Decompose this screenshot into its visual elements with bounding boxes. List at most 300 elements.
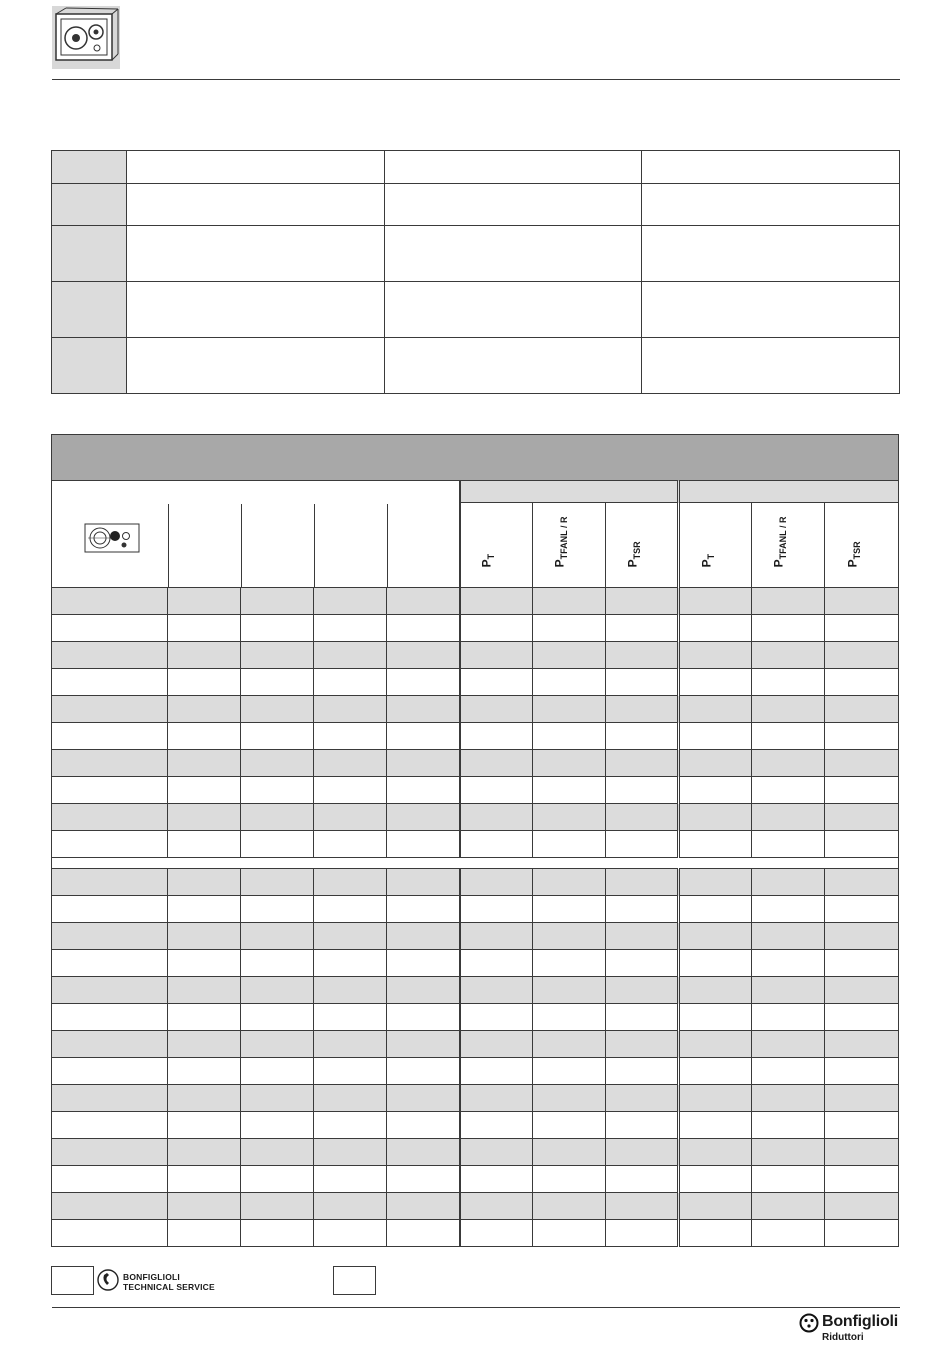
table-cell [752,750,825,777]
table-cell [314,615,387,642]
table-cell [314,642,387,669]
table-cell [387,723,460,750]
table-cell [533,777,606,804]
table-cell [606,615,679,642]
table-cell [606,1058,679,1085]
footer-rule [52,1307,900,1308]
table-cell [606,642,679,669]
table-cell [168,804,241,831]
table-cell [168,1085,241,1112]
table-cell [241,977,314,1004]
table-cell [314,831,387,858]
table-row [52,723,899,750]
table-row [52,896,899,923]
table-cell [825,804,899,831]
table-cell [241,950,314,977]
table-cell [752,923,825,950]
table-cell [168,1004,241,1031]
table-cell [387,1166,460,1193]
table-cell [533,804,606,831]
table-cell [387,896,460,923]
table-cell [168,977,241,1004]
table-cell [168,669,241,696]
table-cell [168,1139,241,1166]
table-cell [606,1139,679,1166]
table-cell [679,950,752,977]
table-cell [825,723,899,750]
table-cell [52,696,168,723]
table-cell [533,831,606,858]
table-cell [314,1058,387,1085]
table-cell [52,1220,168,1247]
table-cell [460,1220,533,1247]
table-cell [387,642,460,669]
table-title-bar [52,435,899,481]
table-row [52,1166,899,1193]
table-cell [752,977,825,1004]
table-cell [825,1139,899,1166]
table-cell [606,669,679,696]
table-cell [825,869,899,896]
table-row [52,923,899,950]
group-header-1 [460,481,679,503]
header-rule [52,79,900,80]
table-cell [460,1193,533,1220]
table-cell [533,588,606,615]
table-cell [825,923,899,950]
table-cell [241,588,314,615]
table-cell [241,1166,314,1193]
table-cell [241,777,314,804]
table-cell [314,1139,387,1166]
table-cell [387,777,460,804]
table-cell [387,1004,460,1031]
table-cell [52,588,168,615]
table-cell [460,869,533,896]
table-cell [52,804,168,831]
table-cell [752,1166,825,1193]
table-cell [314,669,387,696]
table-cell [752,1085,825,1112]
table-cell [679,831,752,858]
table-cell [52,831,168,858]
table-cell [314,1004,387,1031]
table-cell [533,723,606,750]
table-cell [679,1193,752,1220]
table-cell [460,804,533,831]
table-cell [606,804,679,831]
table-cell [168,1031,241,1058]
table-cell [825,831,899,858]
table-cell [52,723,168,750]
table-cell [825,1031,899,1058]
table-cell [241,1058,314,1085]
table-cell [52,1058,168,1085]
table-cell [241,1112,314,1139]
table-cell [314,1085,387,1112]
table-cell [387,869,460,896]
table-cell [241,1193,314,1220]
table-cell [241,696,314,723]
table-row [52,1004,899,1031]
table-cell [752,669,825,696]
table-cell [168,1220,241,1247]
table-cell [606,588,679,615]
phone-icon [97,1269,119,1291]
table-cell [460,642,533,669]
table-cell [168,1166,241,1193]
table-cell [168,831,241,858]
table-cell [241,750,314,777]
table-cell [460,777,533,804]
table-cell [387,804,460,831]
table-cell [460,588,533,615]
table-cell [387,1031,460,1058]
table-row [52,804,899,831]
table-cell [387,831,460,858]
table-cell [314,750,387,777]
table-cell [314,1031,387,1058]
table-cell [533,750,606,777]
table-row [52,1058,899,1085]
table-cell [825,588,899,615]
table-cell [679,1112,752,1139]
table-row [52,977,899,1004]
table-cell [168,869,241,896]
table-cell [387,1220,460,1247]
table-cell [752,723,825,750]
table-cell [679,615,752,642]
table-cell [679,1220,752,1247]
table-cell [825,669,899,696]
table-cell [241,869,314,896]
table-cell [533,1166,606,1193]
table-cell [679,869,752,896]
table-cell [825,1004,899,1031]
table-cell [168,642,241,669]
table-cell [52,1085,168,1112]
table-cell [679,804,752,831]
table-cell [825,777,899,804]
gear-layout-icon [84,523,140,558]
table-cell [752,642,825,669]
table-cell [606,923,679,950]
table-cell [168,1112,241,1139]
table-cell [168,615,241,642]
table-cell [825,642,899,669]
table-cell [825,750,899,777]
table-cell [460,950,533,977]
table-cell [241,669,314,696]
table-row [52,588,899,615]
table-cell [314,896,387,923]
table-cell [606,1085,679,1112]
table-cell [533,869,606,896]
table-cell [460,669,533,696]
table-cell [460,896,533,923]
table-cell [52,1139,168,1166]
table-cell [460,723,533,750]
table-cell [752,869,825,896]
table-cell [387,977,460,1004]
col-header-ptfanl-2: $P_{TFANL / R}$ [752,503,825,588]
table-row [52,1139,899,1166]
table-cell [387,1058,460,1085]
table-cell [606,1193,679,1220]
table-cell [241,804,314,831]
table-cell [606,1220,679,1247]
table-cell [387,923,460,950]
table-cell [533,669,606,696]
service-line-1: BONFIGLIOLI [123,1272,180,1282]
table-cell [168,896,241,923]
table-cell [168,1058,241,1085]
table-cell [679,723,752,750]
table-cell [825,696,899,723]
table-cell [533,896,606,923]
table-cell [314,777,387,804]
table-cell [679,923,752,950]
table-cell [752,1220,825,1247]
table-cell [460,977,533,1004]
table-cell [314,1220,387,1247]
table-cell [387,588,460,615]
table-cell [606,1004,679,1031]
table-cell [387,750,460,777]
table-cell [387,1139,460,1166]
table-cell [533,1031,606,1058]
table-cell [314,977,387,1004]
table-cell [752,1193,825,1220]
table-cell [533,1139,606,1166]
table-cell [52,777,168,804]
table-cell [168,950,241,977]
table-cell [241,1139,314,1166]
bonfiglioli-logo-icon [799,1313,819,1333]
table-cell [168,750,241,777]
table-cell [606,896,679,923]
table-cell [52,615,168,642]
table-cell [606,977,679,1004]
table-cell [52,1166,168,1193]
table-cell [825,1085,899,1112]
table-cell [314,1193,387,1220]
table-cell [825,1220,899,1247]
table-row [52,1031,899,1058]
table-cell [52,950,168,977]
table-cell [606,750,679,777]
table-cell [825,1193,899,1220]
table-cell [241,896,314,923]
table-cell [460,750,533,777]
table-cell [679,669,752,696]
table-cell [314,696,387,723]
table-cell [825,1058,899,1085]
table-cell [606,777,679,804]
table-cell [679,1004,752,1031]
table-cell [387,1085,460,1112]
table-section-separator [52,858,899,869]
table-cell [387,669,460,696]
table-cell [533,1193,606,1220]
brand-name: Bonfiglioli [822,1313,899,1330]
table-cell [533,977,606,1004]
table-cell [679,1058,752,1085]
table-cell [679,642,752,669]
table-cell [241,831,314,858]
group-header-2 [679,481,899,503]
table-cell [679,696,752,723]
table-cell [460,1166,533,1193]
table-cell [606,1031,679,1058]
table-cell [606,950,679,977]
table-cell [52,923,168,950]
table-cell [52,1112,168,1139]
page-tab-left [51,1266,94,1295]
table-cell [168,923,241,950]
table-cell [752,831,825,858]
page-tab-right [333,1266,376,1295]
table-row [52,1112,899,1139]
table-cell [314,869,387,896]
service-line-2: TECHNICAL SERVICE [123,1282,215,1292]
table-cell [168,723,241,750]
table-cell [52,750,168,777]
table-cell [460,696,533,723]
table-cell [752,1004,825,1031]
table-cell [241,1004,314,1031]
col-header-ptfanl-1: $P_{TFANL / R}$ [533,503,606,588]
table-cell [387,1193,460,1220]
table-cell [533,696,606,723]
table-cell [168,1193,241,1220]
table-cell [460,1085,533,1112]
table-cell [241,642,314,669]
table-cell [460,1031,533,1058]
col-header-ptsr-2: $P_{TSR}$ [825,503,899,588]
table-cell [606,1112,679,1139]
table-cell [52,1004,168,1031]
table-cell [606,831,679,858]
table-cell [533,615,606,642]
table-cell [460,1112,533,1139]
table-row [52,1193,899,1220]
table-cell [752,588,825,615]
table-cell [825,950,899,977]
table-row [52,1220,899,1247]
table-cell [387,615,460,642]
table-cell [533,1004,606,1031]
table-cell [825,1112,899,1139]
table-row [52,869,899,896]
table-cell [241,923,314,950]
table-row [52,615,899,642]
gear-unit-drawing-icon [52,6,120,69]
table-cell [387,950,460,977]
table-cell [314,588,387,615]
table-row [52,642,899,669]
table-cell [679,1139,752,1166]
table-row [52,669,899,696]
table-cell [314,950,387,977]
header-logo [52,6,120,69]
table-cell [241,1031,314,1058]
table-cell [314,723,387,750]
brand-sub: Riduttori [822,1332,864,1343]
spec-table [51,150,900,394]
table-cell [752,1058,825,1085]
table-cell [533,1112,606,1139]
table-row [52,1085,899,1112]
ratings-table [51,434,899,1247]
table-row [52,696,899,723]
table-cell [314,804,387,831]
table-cell [533,1220,606,1247]
table-cell [387,696,460,723]
col-header-pt-1: $P_T$ [460,503,533,588]
table-cell [460,1058,533,1085]
table-cell [460,1004,533,1031]
table-cell [679,588,752,615]
table-cell [52,1193,168,1220]
table-cell [52,642,168,669]
table-cell [679,777,752,804]
table-cell [52,669,168,696]
table-cell [460,831,533,858]
table-cell [752,1031,825,1058]
table-cell [679,977,752,1004]
table-cell [168,588,241,615]
table-cell [606,696,679,723]
table-row [52,750,899,777]
table-cell [241,1220,314,1247]
table-cell [52,896,168,923]
table-cell [52,1031,168,1058]
table-cell [52,977,168,1004]
table-cell [52,869,168,896]
table-cell [679,896,752,923]
table-cell [752,950,825,977]
table-cell [679,1085,752,1112]
table-cell [825,896,899,923]
table-cell [825,615,899,642]
table-cell [533,950,606,977]
table-cell [314,1112,387,1139]
table-cell [752,777,825,804]
table-cell [314,923,387,950]
table-cell [679,1031,752,1058]
table-cell [460,923,533,950]
table-cell [241,723,314,750]
table-row [52,777,899,804]
table-cell [752,615,825,642]
table-cell [752,1139,825,1166]
table-cell [533,1058,606,1085]
table-cell [241,1085,314,1112]
table-cell [825,1166,899,1193]
table-cell [606,869,679,896]
table-row [52,950,899,977]
table-cell [825,977,899,1004]
table-cell [752,696,825,723]
table-cell [460,615,533,642]
table-cell [533,923,606,950]
table-cell [752,804,825,831]
table-cell [241,615,314,642]
table-cell [387,1112,460,1139]
table-cell [533,642,606,669]
table-cell [679,750,752,777]
